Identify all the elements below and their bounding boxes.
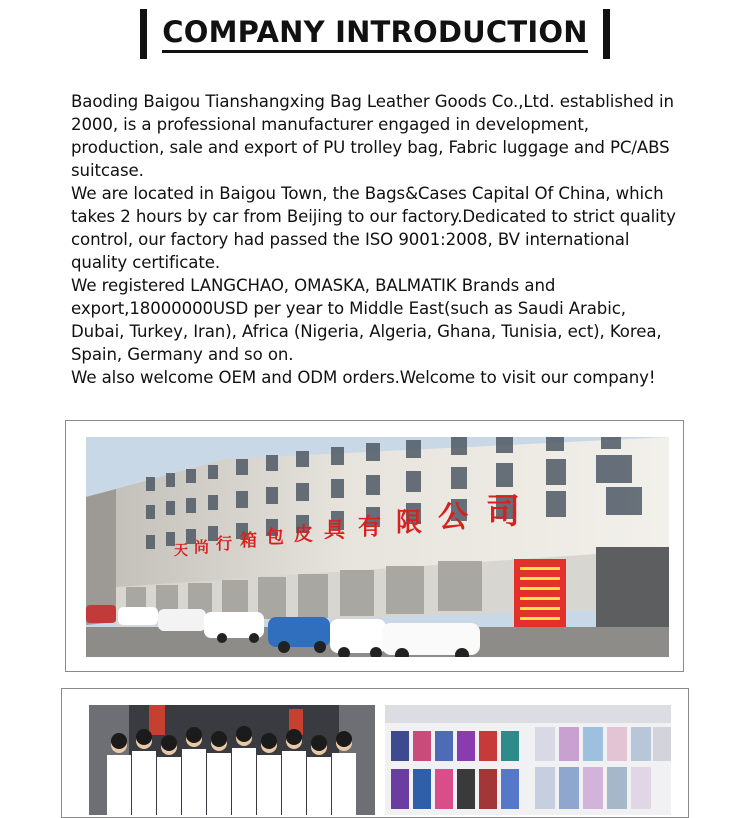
intro-paragraph-1: Baoding Baigou Tianshangxing Bag Leather Goods Co.,Ltd. established in 2000, is a professional manufacturer engaged in development, production, sale and export of PU trolley bag, Fabric luggage and PC/ABS suitcase.: [71, 92, 674, 180]
luggage-showroom-photo: [385, 705, 671, 815]
page-title: COMPANY INTRODUCTION: [162, 15, 587, 53]
svg-text:箱: 箱: [240, 531, 257, 551]
svg-text:有: 有: [358, 514, 381, 540]
gallery-photo-frame: [61, 688, 689, 818]
svg-text:皮: 皮: [294, 523, 314, 545]
heading-left-bar: [140, 9, 147, 59]
intro-paragraph-4: We also welcome OEM and ODM orders.Welcome to visit our company!: [71, 368, 656, 387]
factory-building-illustration: [86, 437, 669, 657]
svg-text:尚: 尚: [194, 538, 210, 556]
company-introduction-text: [71, 90, 683, 389]
team-illustration: [89, 705, 375, 815]
showroom-illustration: [385, 705, 671, 815]
svg-text:司: 司: [486, 492, 520, 532]
intro-paragraph-3: We registered LANGCHAO, OMASKA, BALMATIK Brands and export,18000000USD per year to Middle East(such as Saudi Arabic, Dubai, Turkey, Iran), Africa (Nigeria, Algeria, Ghana, Tunisia, ect), Korea, Spain, Germany and so on.: [71, 276, 662, 364]
section-heading: [0, 8, 750, 60]
factory-photo-frame: [65, 420, 684, 672]
svg-text:天: 天: [174, 543, 188, 559]
svg-text:包: 包: [266, 527, 284, 548]
svg-text:公: 公: [438, 500, 468, 535]
factory-building-photo: [86, 437, 669, 657]
heading-right-bar: [603, 9, 610, 59]
intro-paragraph-2: We are located in Baigou Town, the Bags&Cases Capital Of China, which takes 2 hours by car from Beijing to our factory.Dedicated to strict quality control, our factory had passed the ISO 9001:2008, BV international quality certificate.: [71, 184, 676, 272]
svg-text:具: 具: [324, 518, 345, 542]
staff-team-photo: [89, 705, 375, 815]
svg-text:限: 限: [396, 508, 423, 538]
svg-text:行: 行: [216, 534, 233, 553]
